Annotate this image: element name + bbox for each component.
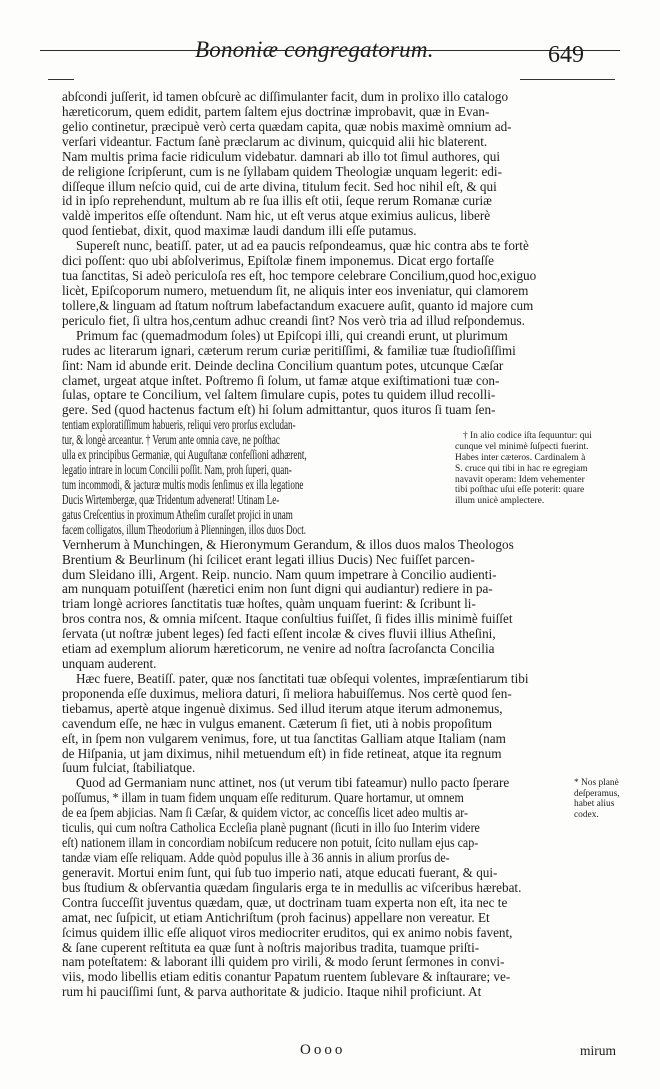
page-number: 649 [548, 42, 584, 68]
margin-note-desperamus [574, 778, 634, 820]
margin-note-line: S. cruce qui tibi in hac re egregiam [455, 462, 588, 474]
text-line: licèt, Epiſcoporum numero, metuendum ſit, ne aliquis inter eos inveniatur, qui clamorem [62, 282, 529, 298]
header-rule [40, 50, 620, 51]
text-line: rum hi pauciſſimi ſunt, & parva authoritate & judicio. Itaque nihil proficiunt. At [62, 984, 482, 1000]
text-line: de religione ſcripſerunt, cum is ne ſyllabam quidem Theologiæ unquam legerit: edi- [62, 163, 502, 179]
text-line: amat, nec ſuſpicit, ut etiam Antichriſtum (proh facinus) appellare non vereatur. Et [62, 909, 490, 925]
text-line: tur, & longè arceantur. † Verum ante omnia cave, ne poſthac [62, 432, 280, 448]
text-line: tollere,& linguam ad ſtatum noſtrum labefactandum exacuere auſit, quanto id majore cum [62, 297, 534, 313]
margin-note-line: † In alio codice iſta ſequuntur: qui [462, 430, 592, 441]
text-line: ſcimus quidem illic eſſe aliquot viros mediocriter eruditos, qui ex animo nobis favent, [62, 924, 513, 940]
text-line: tandæ viam eſſe reliquam. Adde quòd populus ille à 36 annis in alium prorſus de- [62, 850, 450, 866]
text-line: triam longè acriores ſanctitatis tuæ hoſtes, quàm unquam fuerint: & ſcribunt li- [62, 596, 476, 612]
text-line: Supereſt nunc, beatiſſ. pater, ut ad ea paucis reſpondeamus, quæ hic contra abs te fortè [76, 238, 529, 254]
text-line: ſuum fulciat, ſtabiliatque. [62, 760, 196, 776]
text-line: ſint: Nam id abunde erit. Deinde declina Concilium quantum potes, utcunque Cæſar [62, 357, 504, 373]
text-line: tua ſanctitas, Si adeò periculoſa res eſt, hoc tempore celebrare Concilium,quod hoc,exiguo [62, 268, 537, 284]
text-line: gatus Creſcentius in proximum Atheſim curaſſet projici in unam [62, 506, 293, 522]
margin-note-line: illum unicè amplectere. [455, 495, 545, 507]
margin-note-line: deſperamus, [574, 788, 620, 799]
margin-note-line: * Nos planè [574, 778, 619, 788]
header-rule-short-left [48, 79, 74, 80]
margin-note-line: cunque vel minimè ſuſpecti fuerint. [455, 440, 589, 452]
main-text-block [62, 90, 622, 1000]
text-line: Vernherum à Munchingen, & Hieronymum Gerandum, & illos duos malos Theologos [62, 536, 514, 552]
text-line: bros contra nos, & omnia miſcent. Itaque conſultius fuiſſet, ſi fides illis minimè fuiſſet [62, 611, 513, 627]
text-line: Hæc fuere, Beatiſſ. pater, quæ nos ſanctitati tuæ obſequi volentes, impræſentiarum tibi [76, 670, 529, 686]
text-line: tiebamus, apertè atque ingenuè diximus. Sed illud iterum atque iterum admonemus, [62, 700, 503, 716]
running-title: Bononiæ congregatorum. [195, 37, 434, 62]
margin-note-line: codex. [574, 809, 599, 820]
text-line: bus ſtudium & obſervantia quædam ſingularis erga te in medullis ac viſceribus hærebat. [62, 879, 522, 895]
text-line: clamet, urgeat atque inſtet. Poſtremo ſi ſolum, ut famæ atque exiſtimationi tuæ con- [62, 372, 500, 388]
text-line: proponenda eſſe duximus, meliora daturi, ſi meliora habuiſſemus. Nos certè quod ſen- [62, 685, 512, 701]
text-line: ticulis, qui cum noſtra Catholica Eccleſia planè pugnant (ſicuti in illo ſuo Interim videre [62, 820, 480, 836]
text-line: etiam ad exemplum aliorum hæreticorum, ne venire ad noſtra ſacroſancta Concilia [62, 641, 495, 657]
text-line: eſt) nationem illam in concordiam nobiſcum reducere non potuit, ſcito nullam ejus cap- [62, 835, 479, 851]
text-line: id in ipſo reprehendunt, multum ab re ſua illis eſt otii, ſeque rerum Romanæ curiæ [62, 193, 492, 209]
text-line: Nam multis prima facie ridiculum videbatur. damnari ab illo tot ſimul authores, qui [62, 148, 501, 164]
text-line: ſulas, optare te Concilium, vel ſaltem ſimulare cupis, potes tu quidem illud recolli- [62, 387, 496, 403]
text-line: gelio continetur, præcipuè verò certa quædam capita, quæ nobis maximè omnium ad- [62, 118, 512, 134]
text-line: dum Sleidano illi, Argent. Reip. nuncio. Nam quum impetrare à Concilio audienti- [62, 566, 497, 582]
text-line: gere. Sed (quod hactenus factum eſt) hi ſolum admittantur, quos ituros ſi tuam ſen- [62, 402, 496, 418]
text-line: Primum fac (quemadmodum ſoles) ut Epiſcopi illi, qui creandi erunt, ut plurimum [76, 327, 508, 343]
text-line: unquam auderent. [62, 656, 157, 672]
text-line: Brentium & Beurlinum (hi ſcilicet erant legati illius Ducis) Nec fuiſſet parcen- [62, 551, 475, 567]
text-line: abſcondi juſſerit, id tamen obſcurè ac diſſimulanter facit, dum in prolixo illo catalogo [62, 89, 509, 104]
text-line: viis, modo libellis etiam editis conantur Papatum ruentem ſublevare & inſtaurare; ve- [62, 969, 511, 985]
text-line: generavit. Mortui enim ſunt, qui ſub tuo imperio nati, atque educati fuerant, & qui- [62, 864, 498, 880]
margin-note-line: Habes inter cæteros. Cardinalem à [455, 451, 586, 463]
text-line: poſſumus, * illam in tuam fidem unquam eſſe rediturum. Quare hortamur, ut omnem [62, 790, 464, 806]
text-line: hæreticorum, quem edidit, partem ſaltem ejus doctrinæ improbavit, quæ in Evan- [62, 103, 490, 119]
text-line: tum incommodi, & jacturæ multis modis ſenſimus ex illa legatione [62, 476, 304, 492]
text-line: quod ſentiebat, dixit, quod maximæ laudi dandum illi eſſe putamus. [62, 223, 417, 239]
text-line: cavendum eſſe, ne hæc in vulgus emanent. Cæterum ſi fiet, uti à nobis propoſitum [62, 715, 492, 731]
header-rule-short-right [520, 79, 615, 80]
text-line: legatio intrare in locum Concilii poſſit. Nam, proh ſuperi, quan- [62, 462, 292, 478]
text-line: ſervata (ut noſtræ jubent leges) ſed facti eſſent incolæ & cives fluvii illius Atheſini, [62, 626, 496, 642]
text-line: valdè imperitos eſſe oſtendunt. Nam hic, ut eſt verus atque eximius aulicus, liberè [62, 208, 491, 224]
margin-note-line: habet alius [574, 799, 615, 810]
text-line: Quod ad Germaniam nunc attinet, nos (ut verum tibi fateamur) nullo pacto ſperare [76, 775, 510, 791]
text-line: am nunquam potuiſſent (hæretici enim non ſunt digni qui audiantur) rediere in pa- [62, 581, 493, 597]
text-line: Ducis Wirtembergæ, quæ Tridentum advenerat! Utinam Le- [62, 491, 280, 507]
text-line: ulla ex principibus Germaniæ, qui Auguſtanæ confeſſioni adhærent, [62, 447, 307, 463]
text-line: diſſeque illum neſcio quid, cui de arte divina, titulum fecit. Sed hoc nihil eſt, & qui [62, 178, 497, 194]
text-line: nam poteſtatem: & laborant illi quidem pro virili, & modo ſerunt ſermones in convi- [62, 954, 505, 970]
text-line: dici poſſent: quo ubi abſolverimus, Epiſtolæ finem imponemus. Dicat ergo fortaſſe [62, 253, 494, 269]
text-line: eſt, in ſpem non vulgarem venimus, fore, ut tua ſanctitas Galliam atque Italiam (nam [62, 730, 506, 746]
catchword: mirum [580, 1043, 616, 1058]
text-line: facem colligatos, illum Theodorium à Plienningen, illos duos Doct. [62, 521, 307, 537]
text-line: de Hiſpania, ut jam diximus, nihil metuendum eſt) in fide retineat, atque ita regnum [62, 745, 502, 761]
text-line: de ea ſpem abjicias. Nam ſi Cæſar, & quidem victor, ac conceſſis licet adeo multis ar- [62, 805, 469, 821]
margin-note-line: tibi poſthac uſui eſſe poterit: quare [455, 484, 585, 496]
text-line: tentiam exploratiſſimum habueris, reliqui vero prorſus excludan- [62, 417, 296, 433]
text-line: & ſane cuperent reſtituta ea quæ ſunt à noſtris majoribus tradita, tuamque priſti- [62, 939, 480, 955]
signature-mark: Oooo [300, 1042, 346, 1058]
text-line: Contra ſucceſſit juventus quædam, quæ, ut doctrinam tuam experta non eſt, ita nec te [62, 894, 508, 910]
margin-note-line: navavit operam: Idem vehementer [455, 473, 585, 485]
text-line: rudes ac literarum ignari, cæterum rerum curiæ peritiſſimi, & familiæ tuæ ſtudioſiſſimi [62, 342, 516, 358]
text-line: periculo fiet, ſi ultra hos,centum adhuc creandi ſint? Nos verò tria ad illud reſpondemus. [62, 312, 525, 328]
text-line: verſari videantur. Factum ſanè præclarum ac divinum, quicquid alii hic blaterent. [62, 133, 488, 149]
margin-note-variant-reading [455, 431, 627, 507]
